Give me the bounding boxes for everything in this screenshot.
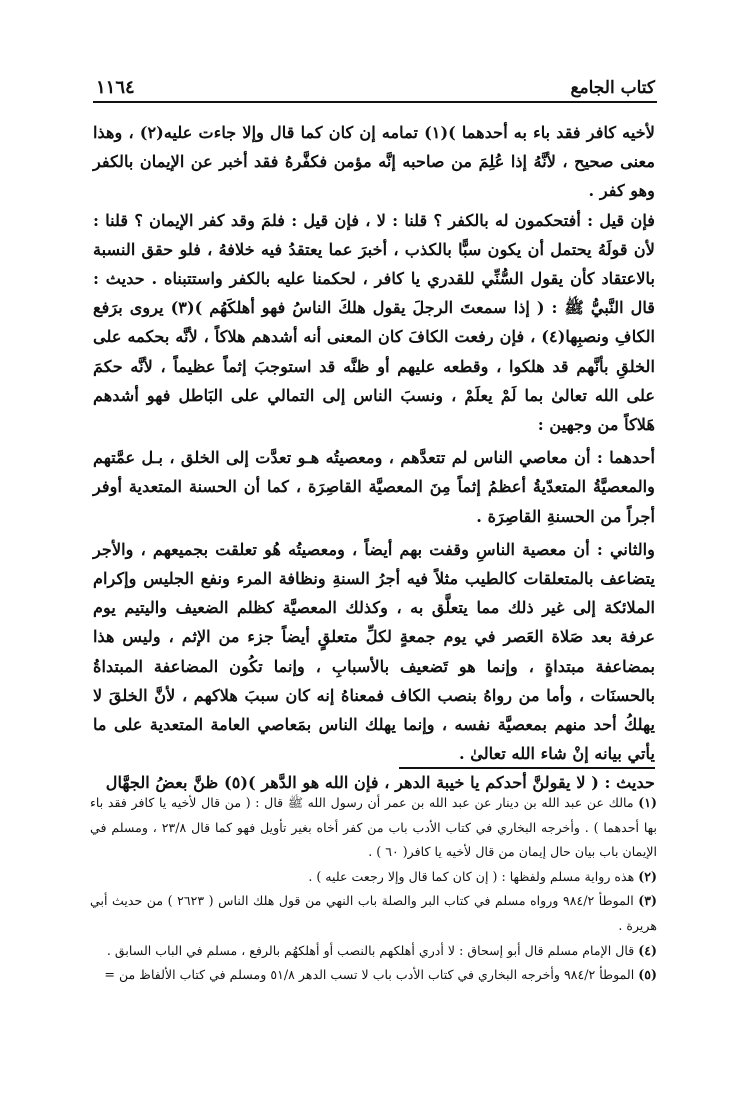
footnote <box>90 939 657 964</box>
paragraph: فإن قيل : أفتحكمون له بالكفر ؟ قلنا : لا ، فإن قيل : فلمَ وقد كفر الإيمان ؟ قلنا : لأن قولَهُ يحتمل أن يكون سبًّا بالكذب ، أخبرَ عما يعتقدُ فيه خلافهُ ، فلو حقق النسبة بالاعتقاد كأن يقول السُّنِّي للقدري يا كافر ، لحكمنا عليه بالكفر واستتبناه . حديث : قال النَّبيُّ ﷺ : ( إذا سمعتَ الرجلَ يقول هلكَ الناسُ فهو أهلكَهُم )(٣) يروى برَفع الكافِ ونصبِها(٤) ، فإن رفعت الكافَ كان المعنى أنه أشدهم هلاكاً ، لأنَّه بحكمه على الخلقِ بأنَّهم قد هلكوا ، وقطعه عليهم أو ظنَّه قد استوجبَ إثماً عظيماً ، لأنَّه حكمَ على الله تعالىٰ بما لَمْ يعلَمْ ، ونسبَ الناس إلى التمالي على البَاطل فهو أشدهم هَلاكاً من وجهين : <box>93 210 656 435</box>
book-title: كتاب الجامع <box>570 78 655 98</box>
point-one-label: أحدهما <box>609 448 656 468</box>
footnote-text: هذه رواية مسلم ولفظها : ( إن كان كما قال وإلا رجعت عليه ) . <box>308 868 635 884</box>
footnote-number: (٢) <box>638 868 657 884</box>
footnote <box>90 889 657 938</box>
point-two-label: والثاني <box>609 539 655 559</box>
point-one <box>93 443 655 531</box>
point-two-text: : أن معصية الناسِ وقفت بهم أيضاً ، ومعصيتُه هُو تعلقت بجميعهم ، والأجر يتضاعف بالمتعلقات كالطيب مثلاً فيه أجرُ السنةِ ونظافة المرء ونفع الجليس وإكرام الملائكة إلى غير ذلك مما يتعلَّق به ، وكذلك المعصيَّة كظلم الضعيف واليتيم يوم عرفة بعد صَلاة العَصر في يوم جمعةٍ لكلِّ متعلقٍ أيضاً جزء من الإثم ، وليس هذا بمضاعفة مبتداةٍ ، وإنما هو تَضعيف بالأسبابِ ، وإنما تكُون المضاعفة المبتداةُ بالحسنَات ، وأما من رواهُ بنصب الكاف فمعناهُ إنه كان سببَ هلاكهم ، لأنَّ الخلقَ لا يهلكُ أحد منهم بمعصيَّة نفسه ، وإنما يهلك الناس بمَعاصي العامة المتعدية على ما يأتي بيانه إنْ شاء الله تعالىٰ . <box>93 539 655 764</box>
footnote <box>90 791 657 865</box>
closing-line: حديث : ( لا يقولنَّ أحدكم يا خيبة الدهر ، فإن الله هو الدَّهر )(٥) ظنَّ بعضُ الجهَّال <box>105 773 655 793</box>
paragraph: لأخيه كافر فقد باء به أحدهما )(١) تمامه إن كان كما قال وإلا جاءت عليه(٢) ، وهذا معنى صحيح ، لأنَّهُ إذا عُلِمَ من صاحبه إنَّه مؤمن فكفَّرهُ فقد أخبر عن الإيمان بالكفر وهو كفر . <box>93 123 655 201</box>
point-two <box>93 535 655 769</box>
footnote-number: (٣) <box>638 893 657 909</box>
footnotes <box>90 791 657 988</box>
footnote-rule <box>399 767 655 769</box>
main-text <box>93 118 655 798</box>
footnote-number: (٥) <box>638 967 657 983</box>
running-header <box>96 72 655 98</box>
footnote-text: قال الإمام مسلم قال أبو إسحاق : لا أدري أهلكهم بالنصب أو أهلكهُم بالرفع ، مسلم في الباب السابق . <box>106 942 635 958</box>
page-number: ١١٦٤ <box>96 77 135 98</box>
footnote-text: الموطأ ٩٨٤/٢ وأخرجه البخاري في كتاب الأدب باب لا تسب الدهر ٥١/٨ ومسلم في كتاب الألفاظ من = <box>104 967 635 983</box>
footnote <box>90 963 657 988</box>
footnote-number: (١) <box>638 795 657 810</box>
header-rule <box>93 101 657 103</box>
footnote-text: مالك عن عبد الله بن دينار عن عبد الله بن عمر أن رسول الله ﷺ قال : ( من قال لأخيه يا كافر فقد باء بها أحدهما ) . وأخرجه البخاري في كتاب الأدب باب من كفر أخاه بغير تأويل فهو كما قال ٢٣/٨ ، ومسلم في الإيمان باب بيان حال إيمان من قال لأخيه يا كافر( ٦٠ ) . <box>90 795 657 860</box>
footnote-text: الموطأ ٩٨٤/٢ ورواه مسلم في كتاب البر والصلة باب النهي من قول هلك الناس ( ٢٦٢٣ ) من حديث أبي هريرة . <box>90 893 657 933</box>
footnote-number: (٤) <box>638 942 657 958</box>
point-one-text: : أن معاصي الناس لم تتعدَّهم ، ومعصيتُه هـو تعدَّت إلى الخلق ، بـل عمَّتهم والمعصيَّةُ المتعدّيةُ أعظمُ إثماً مِنَ المعصيَّة القاصِرَة ، كما أن الحسنة المتعدية أوفر أجراً من الحسنةِ القاصِرَة . <box>93 448 655 526</box>
footnote <box>90 865 657 890</box>
